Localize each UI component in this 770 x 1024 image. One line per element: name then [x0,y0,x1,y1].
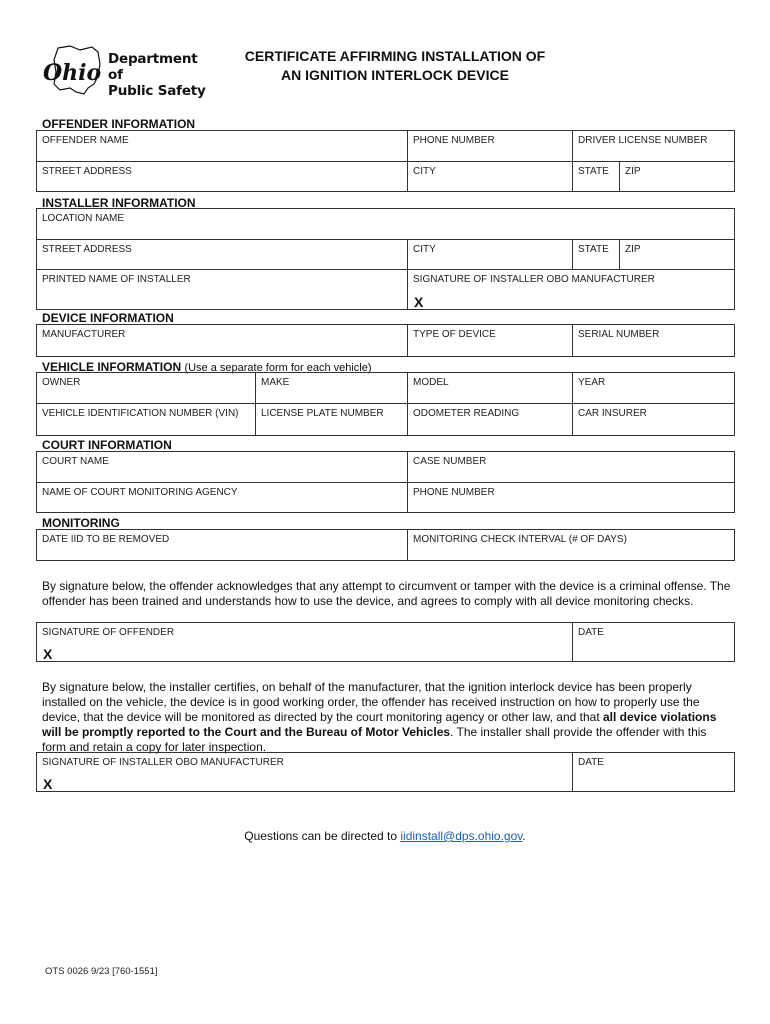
device-heading: DEVICE INFORMATION [42,311,174,325]
table-row [37,753,734,791]
installer-printed-name-field[interactable] [37,270,407,309]
field-label: CITY [413,166,436,177]
page-title [215,47,575,85]
field-label: CAR INSURER [578,408,647,419]
offender-name-field[interactable] [37,131,407,161]
contact-suffix: . [522,829,526,843]
installer-date-field[interactable] [572,753,736,791]
field-label: STREET ADDRESS [42,244,132,255]
installer-table [36,208,735,310]
field-label: DATE [578,757,604,768]
court-name-field[interactable] [37,452,407,482]
offender-street-field[interactable] [37,162,407,191]
table-row [37,325,734,356]
table-row [37,482,734,512]
field-label: MODEL [413,377,449,388]
court-table [36,451,735,513]
field-label: CITY [413,244,436,255]
offender-state-field[interactable] [572,162,619,191]
dept-line-1: Department of [108,51,198,83]
form-id: OTS 0026 9/23 [760-1551] [45,966,158,977]
case-number-field[interactable] [407,452,736,482]
signature-x-mark: X [43,776,53,792]
field-label: ZIP [625,244,641,255]
installer-state-field[interactable] [572,240,619,269]
check-interval-field[interactable] [407,530,736,560]
offender-zip-field[interactable] [619,162,736,191]
installer-certification-text [42,680,732,755]
court-heading: COURT INFORMATION [42,438,172,452]
manufacturer-field[interactable] [37,325,407,356]
field-label: STREET ADDRESS [42,166,132,177]
field-label: STATE [578,244,609,255]
vehicle-heading-text: VEHICLE INFORMATION [42,360,182,374]
field-label: SIGNATURE OF INSTALLER OBO MANUFACTURER [413,274,655,285]
table-row [37,269,734,309]
device-table [36,324,735,357]
signature-x-mark: X [43,646,53,662]
title-line-1: CERTIFICATE AFFIRMING INSTALLATION OF [244,48,546,64]
offender-table [36,130,735,192]
field-label: CASE NUMBER [413,456,487,467]
field-label: ODOMETER READING [413,408,520,419]
installer-street-field[interactable] [37,240,407,269]
offender-city-field[interactable] [407,162,572,191]
court-phone-field[interactable] [407,483,736,512]
installer-heading: INSTALLER INFORMATION [42,196,196,210]
table-row [37,373,734,403]
year-field[interactable] [572,373,736,403]
offender-signature-table [36,622,735,662]
cert-text: By signature below, the installer certifies, on behalf of the manufacturer, that the ignition interlock device has been properly installed on the vehicle, the device is in good working order, the offender has received instruction on how to properly use the device, that the device will be monitored as directed by the court monitoring agency or other law, and that [42,680,700,724]
field-label: SIGNATURE OF INSTALLER OBO MANUFACTURER [42,757,284,768]
department-name [108,51,215,99]
offender-acknowledgment-text: By signature below, the offender acknowledges that any attempt to circumvent or tamper with the device is a criminal offense. The offender has been trained and understands how to use the device, and agrees to comply with all device monitoring checks. [42,579,731,608]
cert-tail-text: . The installer shall provide the offender with this form and retain a copy for later inspection. [42,725,707,754]
offender-date-field[interactable] [572,623,736,661]
make-field[interactable] [255,373,407,403]
owner-field[interactable] [37,373,255,403]
odometer-field[interactable] [407,404,572,435]
table-row [37,403,734,435]
offender-signature-field[interactable] [37,623,572,661]
field-label: ZIP [625,166,641,177]
table-row [37,161,734,191]
field-label: LOCATION NAME [42,213,125,224]
installer-city-field[interactable] [407,240,572,269]
field-label: OWNER [42,377,81,388]
monitoring-agency-field[interactable] [37,483,407,512]
cert-bold-text: all device violations will be promptly reported to the Court and the Bureau of Motor Vehicles [42,710,717,739]
field-label: STATE [578,166,609,177]
table-row [37,623,734,661]
vin-field[interactable] [37,404,255,435]
field-label: MONITORING CHECK INTERVAL (# OF DAYS) [413,534,627,545]
license-plate-field[interactable] [255,404,407,435]
field-label: PHONE NUMBER [413,487,495,498]
field-label: TYPE OF DEVICE [413,329,496,340]
ohio-dps-logo [40,44,215,98]
field-label: NAME OF COURT MONITORING AGENCY [42,487,238,498]
table-row [37,530,734,560]
field-label: LICENSE PLATE NUMBER [261,408,384,419]
installer-zip-field[interactable] [619,240,736,269]
field-label: PRINTED NAME OF INSTALLER [42,274,191,285]
installer-signature-field[interactable] [407,270,736,309]
driver-license-field[interactable] [572,131,736,161]
contact-line [0,829,770,843]
offender-heading: OFFENDER INFORMATION [42,117,196,131]
table-row [37,209,734,239]
monitoring-table [36,529,735,561]
ohio-state-outline-icon [40,44,106,98]
field-label: YEAR [578,377,606,388]
field-label: MANUFACTURER [42,329,126,340]
field-label: PHONE NUMBER [413,135,495,146]
svg-text:Ohio: Ohio [43,60,102,86]
contact-email-link[interactable]: iidinstall@dps.ohio.gov [400,829,523,843]
installer-cert-signature-field[interactable] [37,753,572,791]
field-label: DRIVER LICENSE NUMBER [578,135,708,146]
signature-x-mark: X [414,294,424,310]
table-row [37,131,734,161]
field-label: DATE [578,627,604,638]
vehicle-heading-note: (Use a separate form for each vehicle) [184,362,372,374]
field-label: DATE IID TO BE REMOVED [42,534,170,545]
field-label: COURT NAME [42,456,109,467]
car-insurer-field[interactable] [572,404,736,435]
offender-phone-field[interactable] [407,131,572,161]
field-label: VEHICLE IDENTIFICATION NUMBER (VIN) [42,408,239,419]
contact-prefix: Questions can be directed to [244,829,401,843]
table-row [37,239,734,269]
model-field[interactable] [407,373,572,403]
field-label: OFFENDER NAME [42,135,129,146]
title-line-2: AN IGNITION INTERLOCK DEVICE [281,67,509,83]
location-name-field[interactable] [37,209,736,239]
serial-number-field[interactable] [572,325,736,356]
removal-date-field[interactable] [37,530,407,560]
field-label: MAKE [261,377,290,388]
vehicle-table [36,372,735,436]
device-type-field[interactable] [407,325,572,356]
monitoring-heading: MONITORING [42,516,120,530]
dept-line-2: Public Safety [108,83,206,99]
installer-signature-table [36,752,735,792]
field-label: SIGNATURE OF OFFENDER [42,627,175,638]
field-label: SERIAL NUMBER [578,329,660,340]
table-row [37,452,734,482]
